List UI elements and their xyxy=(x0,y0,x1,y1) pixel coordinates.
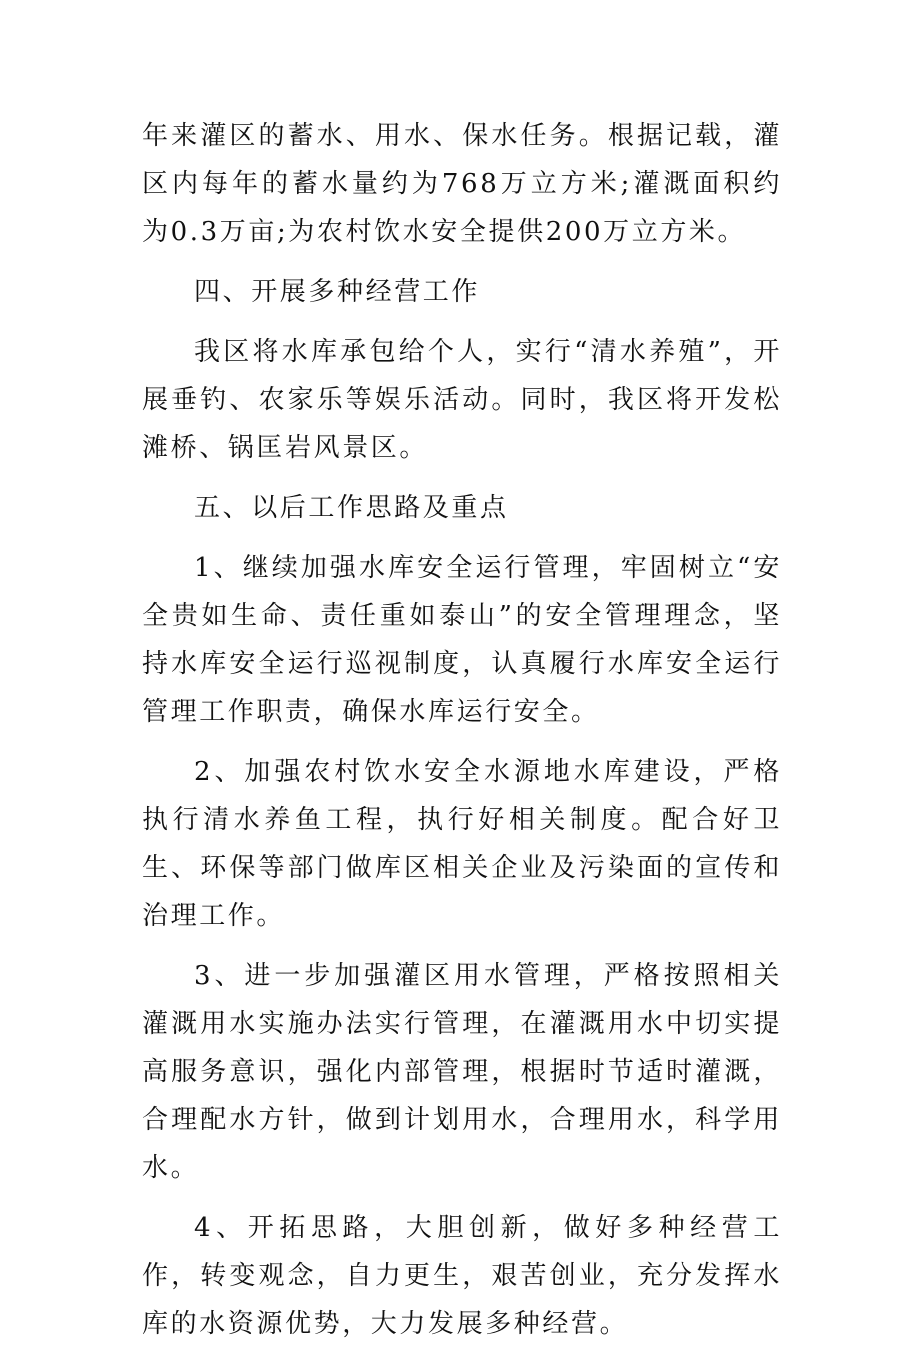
section-heading-diversified-operations: 四、开展多种经营工作 xyxy=(194,277,481,307)
document-body xyxy=(142,112,782,1360)
list-item-irrigation-management: 3、进一步加强灌区用水管理，严格按照相关灌溉用水实施办法实行管理，在灌溉用水中切实提高服务意识，强化内部管理，根据时节适时灌溉，合理配水方针，做到计划用水，合理用水，科学用水。 xyxy=(142,961,782,1183)
paragraph-reservoir-contracting: 我区将水库承包给个人，实行“清水养殖”，开展垂钓、农家乐等娱乐活动。同时，我区将开发松滩桥、锅匡岩风景区。 xyxy=(142,337,782,463)
paragraph-continued-irrigation: 年来灌区的蓄水、用水、保水任务。根据记载，灌区内每年的蓄水量约为768万立方米;灌溉面积约为0.3万亩;为农村饮水安全提供200万立方米。 xyxy=(142,121,782,247)
list-item-safety-management: 1、继续加强水库安全运行管理，牢固树立“安全贵如生命、责任重如泰山”的安全管理理念，坚持水库安全运行巡视制度，认真履行水库安全运行管理工作职责，确保水库运行安全。 xyxy=(142,553,782,727)
list-item-innovation: 4、开拓思路，大胆创新，做好多种经营工作，转变观念，自力更生，艰苦创业，充分发挥水库的水资源优势，大力发展多种经营。 xyxy=(142,1213,782,1339)
section-heading-future-work: 五、以后工作思路及重点 xyxy=(194,493,509,523)
list-item-water-source-construction: 2、加强农村饮水安全水源地水库建设，严格执行清水养鱼工程，执行好相关制度。配合好卫生、环保等部门做库区相关企业及污染面的宣传和治理工作。 xyxy=(142,757,782,931)
